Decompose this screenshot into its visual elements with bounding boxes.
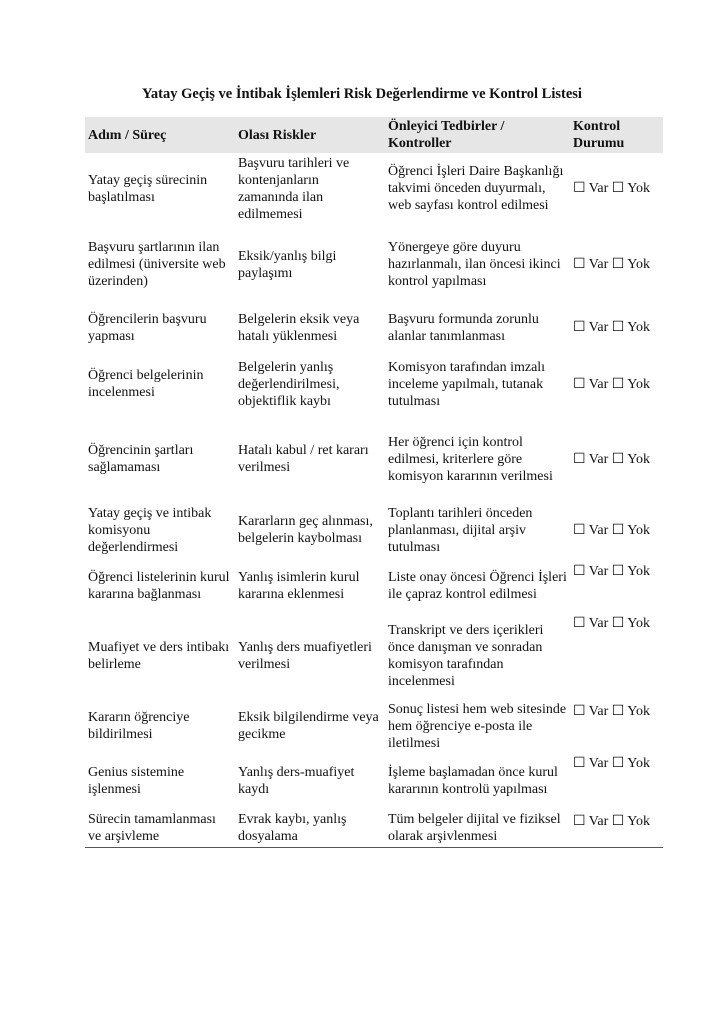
status-cell[interactable]: ☐ Var ☐ Yok: [570, 810, 663, 847]
risk-cell: Başvuru tarihleri ve kontenjanların zamanında ilan edilmemesi: [238, 155, 350, 222]
document-title: Yatay Geçiş ve İntibak İşlemleri Risk Değerlendirme ve Kontrol Listesi: [142, 86, 582, 102]
control-cell: İşleme başlamadan önce kurul kararının kontrolü yapılması: [388, 765, 558, 797]
control-cell: Öğrenci İşleri Daire Başkanlığı takvimi önceden duyurmalı, web sayfası kontrol edilmesi: [388, 164, 564, 213]
step-cell: Sürecin tamamlanması ve arşivleme: [85, 810, 235, 847]
control-cell: Toplantı tarihleri önceden planlanması, dijital arşiv tutulması: [388, 505, 533, 555]
status-cell[interactable]: ☐ Var ☐ Yok: [573, 522, 650, 538]
header-risks: Olası Riskler: [235, 117, 385, 153]
status-cell[interactable]: ☐ Var ☐ Yok: [573, 756, 650, 771]
status-cell[interactable]: ☐ Var ☐ Yok: [573, 451, 650, 467]
step-cell: Kararın öğrenciye bildirilmesi: [88, 710, 190, 742]
risk-cell: Yanlış ders-muafiyet kaydı: [238, 765, 355, 797]
table-row: [85, 612, 663, 700]
risk-cell: Evrak kaybı, yanlış dosyalama: [235, 810, 385, 847]
step-cell: Yatay geçiş ve intibak komisyonu değerlendirmesi: [88, 505, 212, 555]
header-status: Kontrol Durumu: [570, 117, 663, 153]
risk-cell: Yanlış ders muafiyetleri verilmesi: [238, 640, 372, 672]
control-cell: Transkript ve ders içerikleri önce danışman ve sonradan komisyon tarafından incelenmesi: [388, 623, 544, 689]
control-cell: Tüm belgeler dijital ve fiziksel olarak arşivlenmesi: [385, 810, 570, 847]
table-row: [85, 700, 663, 752]
risk-checklist-table: [85, 117, 663, 848]
control-cell: Sonuç listesi hem web sitesinde hem öğrenciye e-posta ile iletilmesi: [388, 701, 567, 751]
header-controls: Önleyici Tedbirler / Kontroller: [385, 117, 570, 153]
step-cell: Muafiyet ve ders intibakı belirleme: [88, 640, 230, 672]
table-row: [85, 500, 663, 560]
table-row: [85, 418, 663, 500]
risk-cell: Belgelerin eksik veya hatalı yüklenmesi: [238, 311, 360, 344]
control-cell: Komisyon tarafından imzalı inceleme yapılmalı, tutanak tutulması: [388, 359, 546, 409]
table-row: [85, 153, 663, 224]
step-cell: Yatay geçiş sürecinin başlatılması: [88, 172, 208, 205]
control-cell: Başvuru formunda zorunlu alanlar tanımlanması: [388, 311, 539, 344]
control-cell: Yönergeye göre duyuru hazırlanmalı, ilan öncesi ikinci kontrol yapılması: [388, 240, 561, 289]
status-cell[interactable]: ☐ Var ☐ Yok: [573, 181, 650, 196]
control-cell: Her öğrenci için kontrol edilmesi, kriterlere göre komisyon kararının verilmesi: [388, 434, 553, 484]
risk-cell: Hatalı kabul / ret kararı verilmesi: [238, 443, 369, 475]
status-cell[interactable]: ☐ Var ☐ Yok: [573, 376, 650, 392]
status-cell[interactable]: ☐ Var ☐ Yok: [573, 320, 650, 335]
risk-cell: Belgelerin yanlış değerlendirilmesi, objektiflik kaybı: [238, 359, 340, 409]
status-cell[interactable]: ☐ Var ☐ Yok: [573, 257, 650, 272]
header-step: Adım / Süreç: [85, 117, 235, 153]
risk-cell: Yanlış isimlerin kurul kararına eklenmesi: [238, 570, 360, 602]
table-header: [85, 117, 663, 153]
step-cell: Genius sistemine işlenmesi: [88, 765, 185, 797]
step-cell: Öğrencilerin başvuru yapması: [88, 311, 207, 344]
table-row: [85, 350, 663, 418]
table-row: [85, 305, 663, 350]
table-row: [85, 810, 663, 847]
risk-cell: Eksik/yanlış bilgi paylaşımı: [238, 248, 337, 281]
table-row: [85, 224, 663, 305]
step-cell: Öğrenci belgelerinin incelenmesi: [88, 368, 204, 400]
step-cell: Öğrenci listelerinin kurul kararına bağlanması: [88, 570, 230, 602]
control-cell: Liste onay öncesi Öğrenci İşleri ile çapraz kontrol edilmesi: [388, 570, 567, 602]
step-cell: Başvuru şartlarının ilan edilmesi (üniversite web üzerinden): [88, 240, 226, 289]
table-row: [85, 560, 663, 612]
risk-cell: Eksik bilgilendirme veya gecikme: [238, 710, 379, 742]
status-cell[interactable]: ☐ Var ☐ Yok: [573, 616, 650, 631]
status-cell[interactable]: ☐ Var ☐ Yok: [573, 564, 650, 579]
table-row: [85, 752, 663, 810]
status-cell[interactable]: ☐ Var ☐ Yok: [573, 704, 650, 719]
step-cell: Öğrencinin şartları sağlamaması: [88, 443, 194, 475]
risk-cell: Kararların geç alınması, belgelerin kaybolması: [238, 514, 373, 546]
